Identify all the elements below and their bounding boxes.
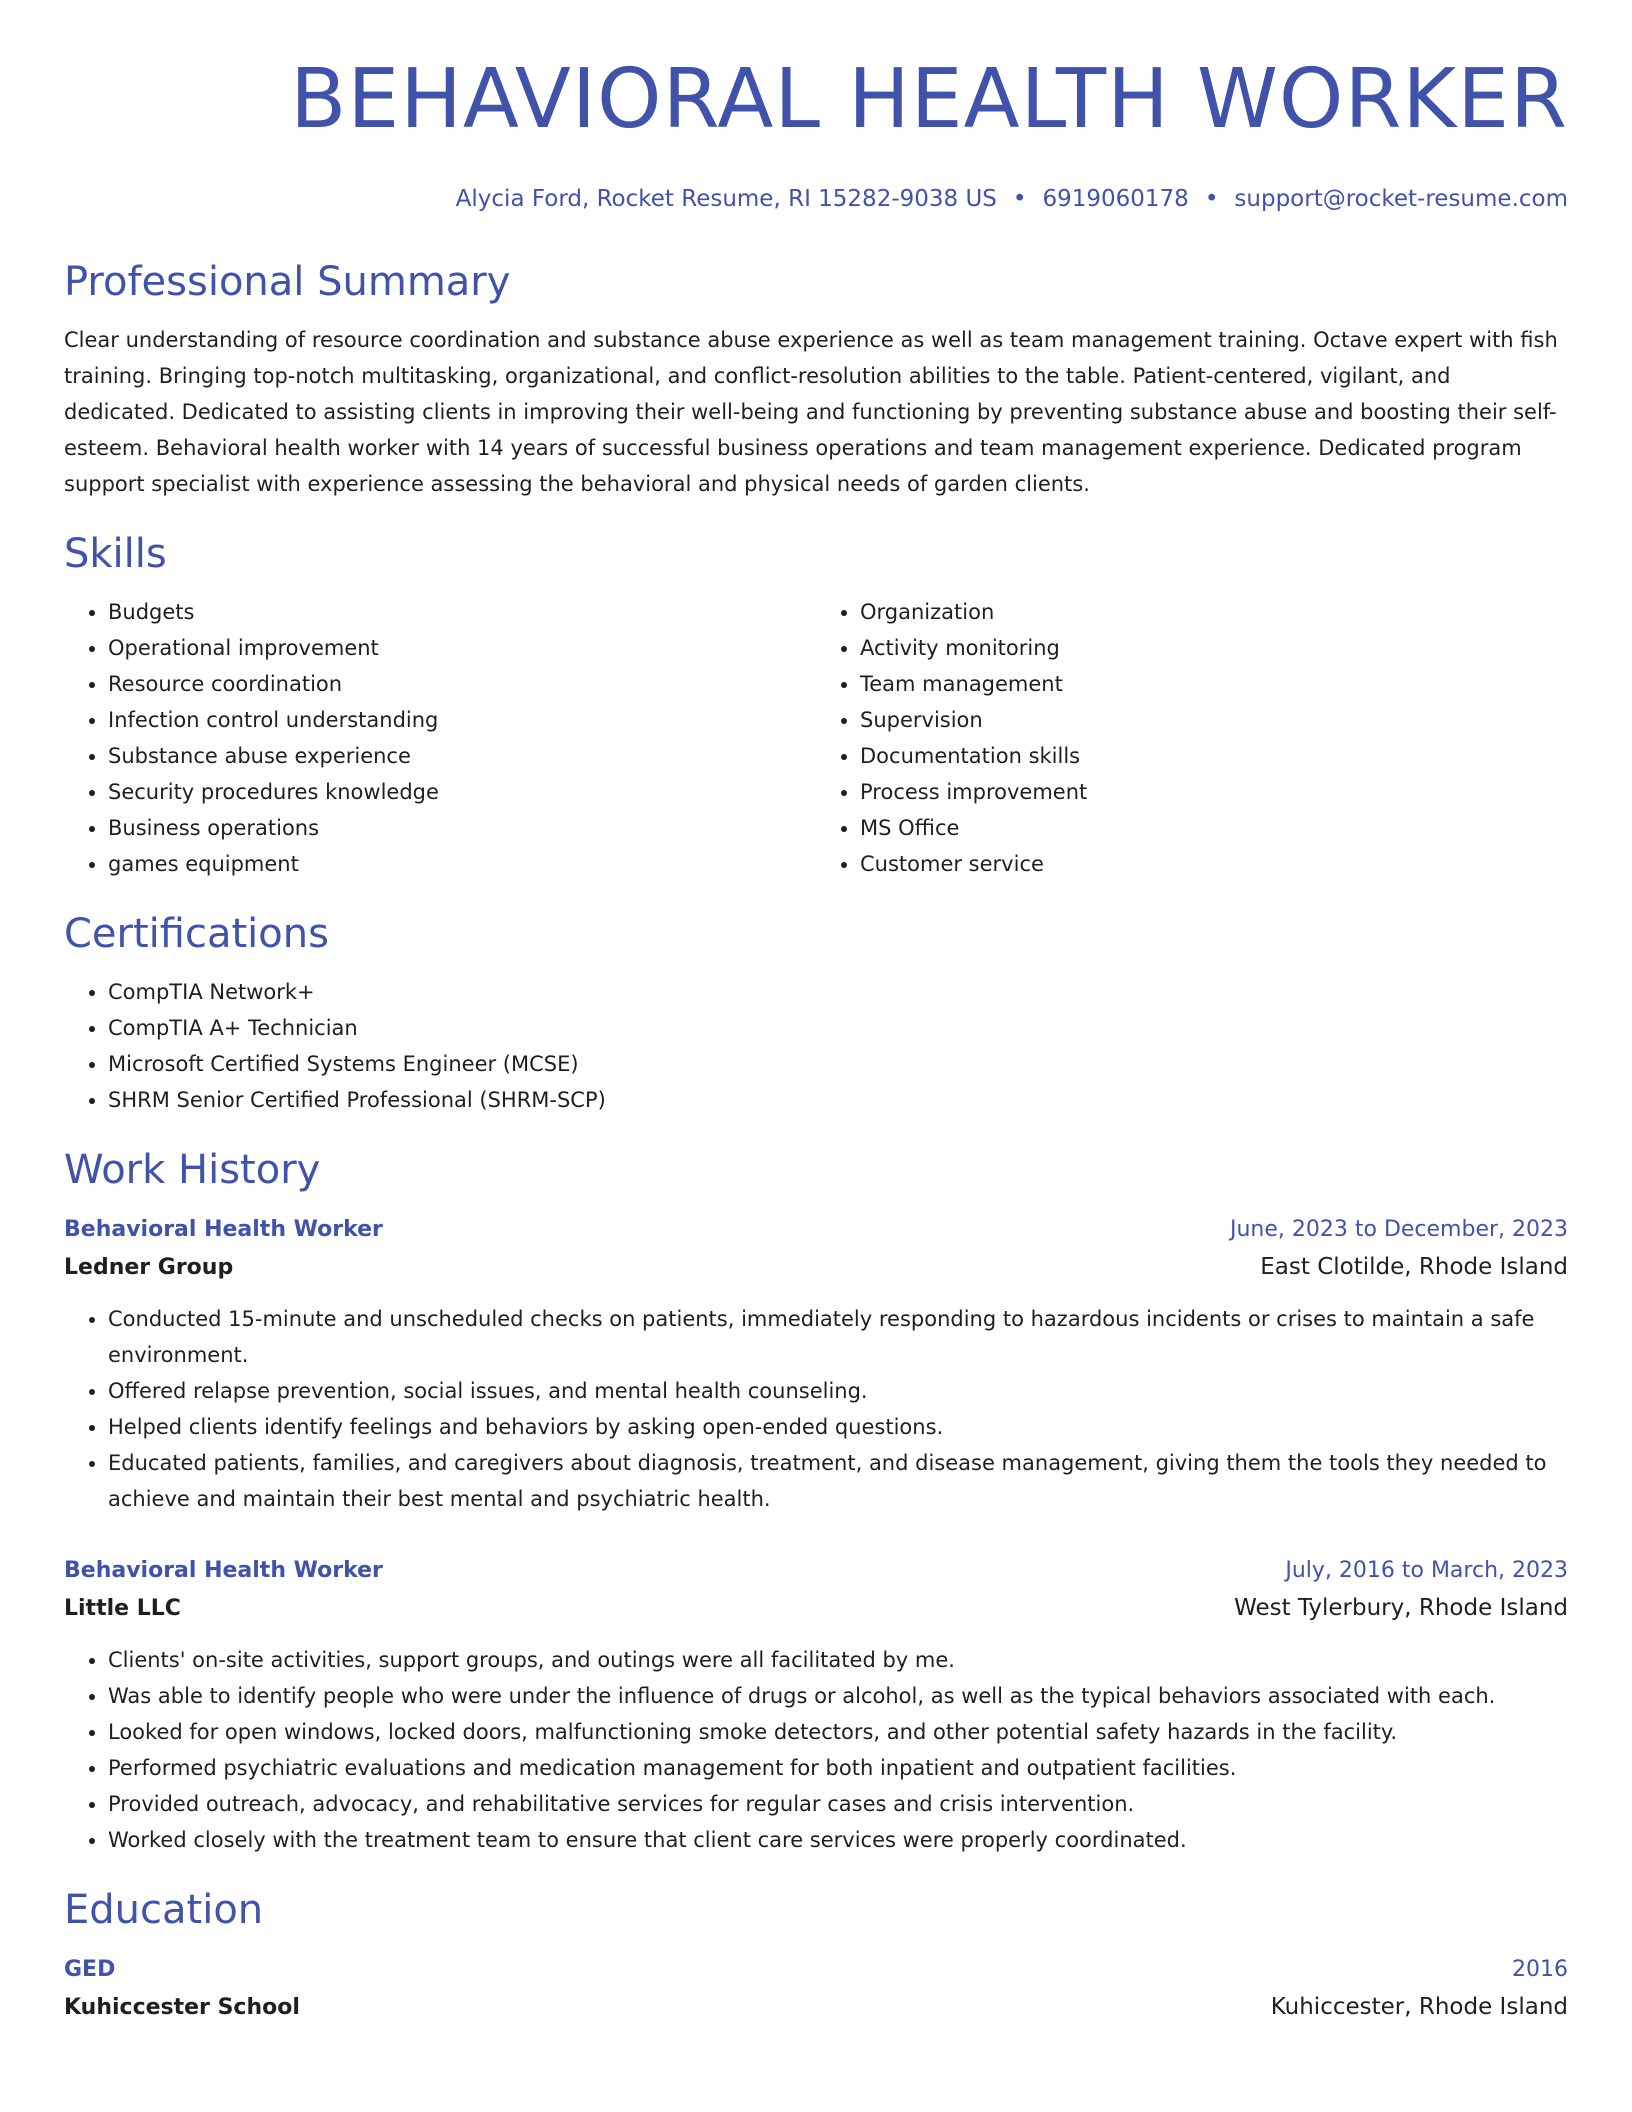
education-school: Kuhiccester School [64,1995,300,2020]
summary-text: Clear understanding of resource coordination and substance abuse experience as well as team management training. Octave expert with fish training. Bringing top-notch multitasking, organizational, and conflict-resolution abilities to the table. Patient-centered, vigilant, and dedicated. Dedicated to assisting clients in improving their well-being and functioning by preventing substance abuse and boosting their self-esteem. Behavioral health worker with 14 years of successful business operations and team management experience. Dedicated program support specialist with experience assessing the behavioral and physical needs of garden clients. [64,328,1558,496]
job-dates: July, 2016 to March, 2023 [1285,1558,1568,1583]
skill-item: • Security procedures knowledge [108,774,816,810]
job-bullets [64,1301,1568,1517]
job-bullet: • Offered relapse prevention, social issues, and mental health counseling. [108,1373,1568,1409]
job-company: Little LLC [64,1596,181,1621]
education-entry [64,1952,1568,2027]
job-location: West Tylerbury, Rhode Island [1234,1595,1568,1621]
certifications-list [64,974,1568,1118]
education-location: Kuhiccester, Rhode Island [1270,1994,1568,2020]
contact-separator: • [1204,186,1219,212]
job-bullet: • Educated patients, families, and caregivers about diagnosis, treatment, and disease management, giving them the tools they needed to achieve and maintain their best mental and psychiatric health. [108,1445,1568,1517]
job-header-row [64,1553,1568,1589]
skill-item: • Team management [860,666,1568,702]
skill-item: • Budgets [108,594,816,630]
job-bullet: • Provided outreach, advocacy, and rehabilitative services for regular cases and crisis intervention. [108,1786,1568,1822]
certifications-section [64,910,1568,1118]
job-header-row [64,1212,1568,1248]
contact-separator: • [1012,186,1027,212]
education-school-row [64,1988,1568,2027]
section-title-certifications: Certifications [64,911,329,957]
section-title-skills: Skills [64,531,167,577]
education-header-row [64,1952,1568,1988]
skill-item: • Customer service [860,846,1568,882]
section-title-education: Education [64,1887,264,1933]
resume-header [64,52,1568,214]
skill-item: • Process improvement [860,774,1568,810]
job-bullet: • Worked closely with the treatment team to ensure that client care services were properly coordinated. [108,1822,1568,1858]
skill-item: • Business operations [108,810,816,846]
job-company-row [64,1589,1568,1628]
contact-line [64,184,1568,214]
job-bullet: • Clients' on-site activities, support groups, and outings were all facilitated by me. [108,1642,1568,1678]
skills-section [64,530,1568,882]
job-bullet: • Looked for open windows, locked doors, malfunctioning smoke detectors, and other potential safety hazards in the facility. [108,1714,1568,1750]
job-company: Ledner Group [64,1255,234,1280]
section-title-summary: Professional Summary [64,259,511,305]
job-role: Behavioral Health Worker [64,1217,383,1242]
skill-item: • Resource coordination [108,666,816,702]
job-entry [64,1553,1568,1858]
certification-item: • SHRM Senior Certified Professional (SHRM-SCP) [108,1082,1568,1118]
skill-item: • MS Office [860,810,1568,846]
skills-list-right [816,594,1568,882]
job-role: Behavioral Health Worker [64,1558,383,1583]
job-bullet: • Helped clients identify feelings and behaviors by asking open-ended questions. [108,1409,1568,1445]
summary-section [64,258,1568,502]
job-bullets [64,1642,1568,1858]
certification-item: • Microsoft Certified Systems Engineer (MCSE) [108,1046,1568,1082]
skill-item: • Infection control understanding [108,702,816,738]
certification-item: • CompTIA Network+ [108,974,1568,1010]
job-location: East Clotilde, Rhode Island [1260,1254,1568,1280]
job-bullet: • Conducted 15-minute and unscheduled checks on patients, immediately responding to hazardous incidents or crises to maintain a safe environment. [108,1301,1568,1373]
skill-item: • Organization [860,594,1568,630]
job-bullet: • Was able to identify people who were under the influence of drugs or alcohol, as well as the typical behaviors associated with each. [108,1678,1568,1714]
skills-grid [64,594,1568,882]
skill-item: • Supervision [860,702,1568,738]
skills-list-left [64,594,816,882]
skill-item: • Activity monitoring [860,630,1568,666]
education-year: 2016 [1512,1957,1568,1982]
skill-item: • Operational improvement [108,630,816,666]
contact-address: Alycia Ford, Rocket Resume, RI 15282-9038 US [455,186,997,212]
job-company-row [64,1248,1568,1287]
job-title-heading: BEHAVIORAL HEALTH WORKER [290,52,1568,147]
skill-item: • games equipment [108,846,816,882]
certification-item: • CompTIA A+ Technician [108,1010,1568,1046]
job-dates: June, 2023 to December, 2023 [1229,1217,1568,1242]
job-bullet: • Performed psychiatric evaluations and medication management for both inpatient and outpatient facilities. [108,1750,1568,1786]
education-degree: GED [64,1957,116,1982]
work-history-section [64,1146,1568,1858]
job-entry [64,1212,1568,1517]
skill-item: • Substance abuse experience [108,738,816,774]
education-section [64,1886,1568,2027]
contact-phone: 6919060178 [1042,186,1189,212]
skill-item: • Documentation skills [860,738,1568,774]
contact-email[interactable]: support@rocket-resume.com [1234,186,1568,212]
section-title-work-history: Work History [64,1147,321,1193]
